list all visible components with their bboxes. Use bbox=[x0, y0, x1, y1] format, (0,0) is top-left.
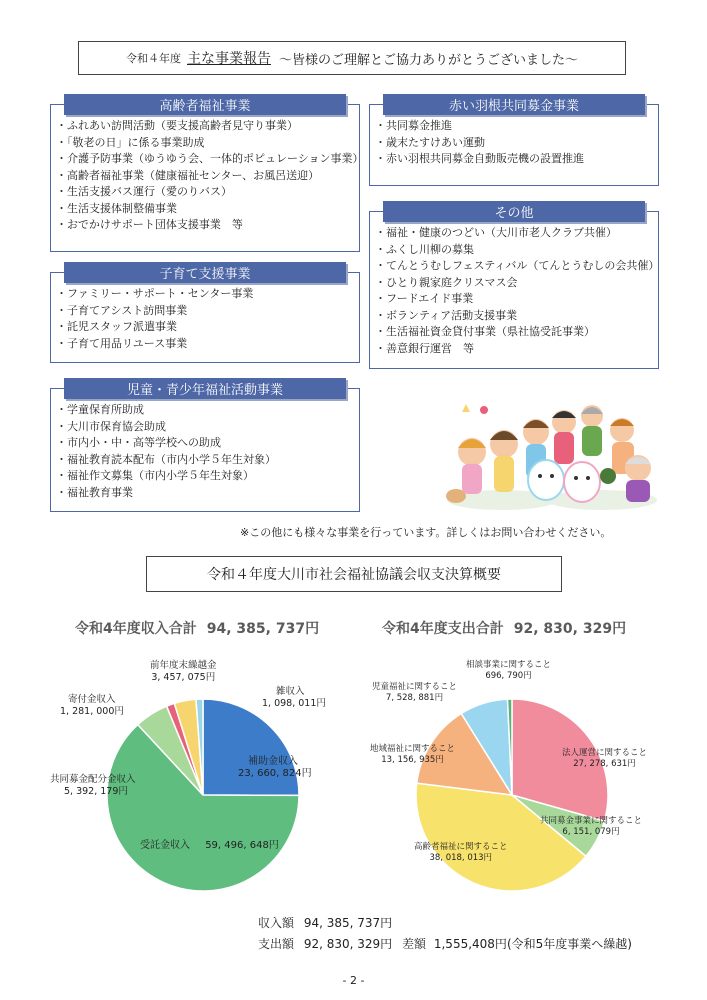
list-item: ・生活福祉資金貸付事業（県社協受託事業） bbox=[375, 325, 595, 338]
label-donation bbox=[60, 694, 124, 718]
label-elderly-welfare-value: 38, 018, 013円 bbox=[429, 853, 493, 863]
label-community-name: 地域福祉に関すること bbox=[370, 744, 456, 754]
label-elderly-welfare bbox=[414, 842, 508, 864]
label-corporate-value: 27, 278, 631円 bbox=[573, 759, 636, 769]
report-banner bbox=[78, 41, 626, 75]
label-kyodo-expense-name: 共同募金事業に関すること bbox=[540, 816, 643, 826]
list-item: ・共同募金推進 bbox=[375, 119, 452, 132]
summary-diff-note: (令和5年度事業へ繰越) bbox=[506, 937, 632, 951]
expense-total-value: 92, 830, 329円 bbox=[513, 621, 627, 637]
label-kyodo-income-value: 5, 392, 179円 bbox=[64, 786, 128, 797]
summary-diff-label: 差額 bbox=[402, 937, 427, 951]
list-item: ・高齢者福祉事業（健康福祉センター、お風呂送迎） bbox=[56, 168, 320, 182]
label-kyodo-income-name: 共同募金配分金収入 bbox=[50, 774, 136, 785]
label-consult bbox=[466, 660, 551, 682]
section-title: 子育て支援事業 bbox=[64, 262, 346, 283]
page-number: - 2 - bbox=[342, 974, 365, 987]
section-youth bbox=[50, 378, 360, 512]
section-list bbox=[375, 118, 655, 168]
list-item: ・ふれあい訪問活動（要支援高齢者見守り事業） bbox=[56, 119, 298, 132]
summary-income bbox=[258, 914, 392, 931]
banner-year: 令和４年度 bbox=[125, 52, 181, 65]
list-item: ・「敬老の日」に係る事業助成 bbox=[56, 135, 205, 149]
list-item: ・福祉教育事業 bbox=[56, 485, 133, 499]
summary-expense-value: 92, 830, 329円 bbox=[303, 937, 393, 951]
list-item: ・介護予防事業（ゆうゆう会、一体的ポピュレーション事業） bbox=[56, 152, 364, 165]
label-consignment-value: 59, 496, 648円 bbox=[205, 840, 279, 851]
label-donation-value: 1, 281, 000円 bbox=[60, 706, 124, 717]
list-item: ・てんとうむしフェスティバル（てんとうむしの会共催） bbox=[375, 259, 660, 272]
section-akaihane bbox=[369, 94, 659, 186]
list-item: ・ひとり親家庭クリスマス会 bbox=[375, 275, 518, 289]
list-item: ・生活支援バス運行（愛のりバス） bbox=[56, 185, 232, 198]
section-list bbox=[375, 225, 660, 357]
label-consult-value: 696, 790円 bbox=[485, 671, 532, 681]
section-title: その他 bbox=[383, 201, 645, 222]
income-total bbox=[75, 618, 319, 638]
income-chart-title: 令和4年度収入合計 bbox=[75, 621, 197, 637]
list-item: ・生活支援体制整備事業 bbox=[56, 201, 177, 215]
note-text: ※この他にも様々な事業を行っています。詳しくはお問い合わせください。 bbox=[240, 526, 612, 539]
list-item: ・歳末たすけあい運動 bbox=[375, 135, 485, 149]
list-item: ・ファミリー・サポート・センター事業 bbox=[56, 287, 254, 300]
label-child-welfare bbox=[372, 682, 457, 704]
list-item: ・福祉作文募集（市内小学５年生対象） bbox=[56, 469, 254, 482]
label-kyodo-income bbox=[50, 774, 136, 798]
label-subsidy-name: 補助金収入 bbox=[248, 756, 298, 767]
label-misc-value: 1, 098, 011円 bbox=[262, 698, 326, 709]
summary-income-value: 94, 385, 737円 bbox=[303, 916, 393, 930]
label-child-welfare-value: 7, 528, 881円 bbox=[385, 693, 444, 703]
expense-total bbox=[382, 618, 626, 638]
label-misc bbox=[262, 686, 326, 710]
expense-chart-title: 令和4年度支出合計 bbox=[382, 621, 504, 637]
section-title: 高齢者福祉事業 bbox=[64, 94, 346, 115]
banner-subtitle: ～皆様のご理解とご協力ありがとうございました～ bbox=[278, 52, 578, 68]
income-pie-chart bbox=[0, 640, 707, 900]
section-list bbox=[56, 118, 364, 234]
section-other bbox=[369, 201, 659, 369]
label-subsidy-value: 23, 660, 824円 bbox=[238, 768, 312, 779]
section-elderly bbox=[50, 94, 364, 252]
label-child-welfare-name: 児童福祉に関すること bbox=[372, 682, 458, 692]
banner-title: 主な事業報告 bbox=[186, 51, 271, 67]
summary-expense bbox=[258, 935, 632, 952]
list-item: ・赤い羽根共同募金自動販売機の設置推進 bbox=[375, 152, 584, 165]
label-carryover bbox=[150, 660, 217, 684]
section-title: 赤い羽根共同募金事業 bbox=[383, 94, 645, 115]
summary-income-label: 収入額 bbox=[258, 916, 295, 930]
label-carryover-value: 3, 457, 075円 bbox=[151, 672, 216, 683]
list-item: ・おでかけサポート団体支援事業 等 bbox=[56, 218, 243, 231]
label-carryover-name: 前年度末繰越金 bbox=[150, 660, 217, 671]
section-childcare bbox=[50, 262, 360, 363]
label-subsidy bbox=[238, 756, 312, 780]
list-item: ・フードエイド事業 bbox=[375, 292, 474, 305]
income-total-value: 94, 385, 737円 bbox=[206, 621, 320, 637]
section-list bbox=[56, 402, 356, 501]
label-consignment bbox=[140, 840, 279, 852]
label-consignment-name: 受託金収入 bbox=[140, 840, 190, 851]
label-consult-name: 相談事業に関すること bbox=[466, 660, 552, 670]
list-item: ・ボランティア活動支援事業 bbox=[375, 308, 518, 322]
list-item: ・子育て用品リユース事業 bbox=[56, 336, 188, 350]
label-misc-name: 雑収入 bbox=[276, 686, 305, 697]
list-item: ・ふくし川柳の募集 bbox=[375, 242, 474, 256]
list-item: ・市内小・中・高等学校への助成 bbox=[56, 436, 221, 449]
list-item: ・福祉教育読本配布（市内小学５年生対象） bbox=[56, 452, 276, 466]
list-item: ・善意銀行運営 等 bbox=[375, 341, 474, 355]
section-title: 児童・青少年福祉活動事業 bbox=[64, 378, 346, 399]
section-list bbox=[56, 286, 356, 352]
list-item: ・福祉・健康のつどい（大川市老人クラブ共催） bbox=[375, 226, 617, 239]
characters-illustration bbox=[442, 392, 660, 512]
label-donation-name: 寄付金収入 bbox=[68, 694, 116, 705]
label-elderly-welfare-name: 高齢者福祉に関すること bbox=[414, 842, 508, 852]
label-kyodo-expense bbox=[540, 816, 642, 838]
list-item: ・大川市保育協会助成 bbox=[56, 419, 166, 433]
label-community-value: 13, 156, 935円 bbox=[381, 755, 444, 765]
label-kyodo-expense-value: 6, 151, 079円 bbox=[562, 827, 620, 837]
label-corporate-name: 法人運営に関すること bbox=[562, 748, 648, 758]
income-slice-0 bbox=[203, 699, 299, 795]
summary-diff-value: 1,555,408円 bbox=[433, 937, 507, 951]
label-community bbox=[370, 744, 455, 766]
list-item: ・子育てアシスト訪問事業 bbox=[56, 303, 188, 317]
label-corporate bbox=[562, 748, 647, 770]
summary-expense-label: 支出額 bbox=[258, 937, 295, 951]
finance-title: 令和４年度大川市社会福祉協議会収支決算概要 bbox=[146, 556, 562, 592]
list-item: ・学童保育所助成 bbox=[56, 403, 144, 416]
list-item: ・託児スタッフ派遣事業 bbox=[56, 320, 177, 333]
